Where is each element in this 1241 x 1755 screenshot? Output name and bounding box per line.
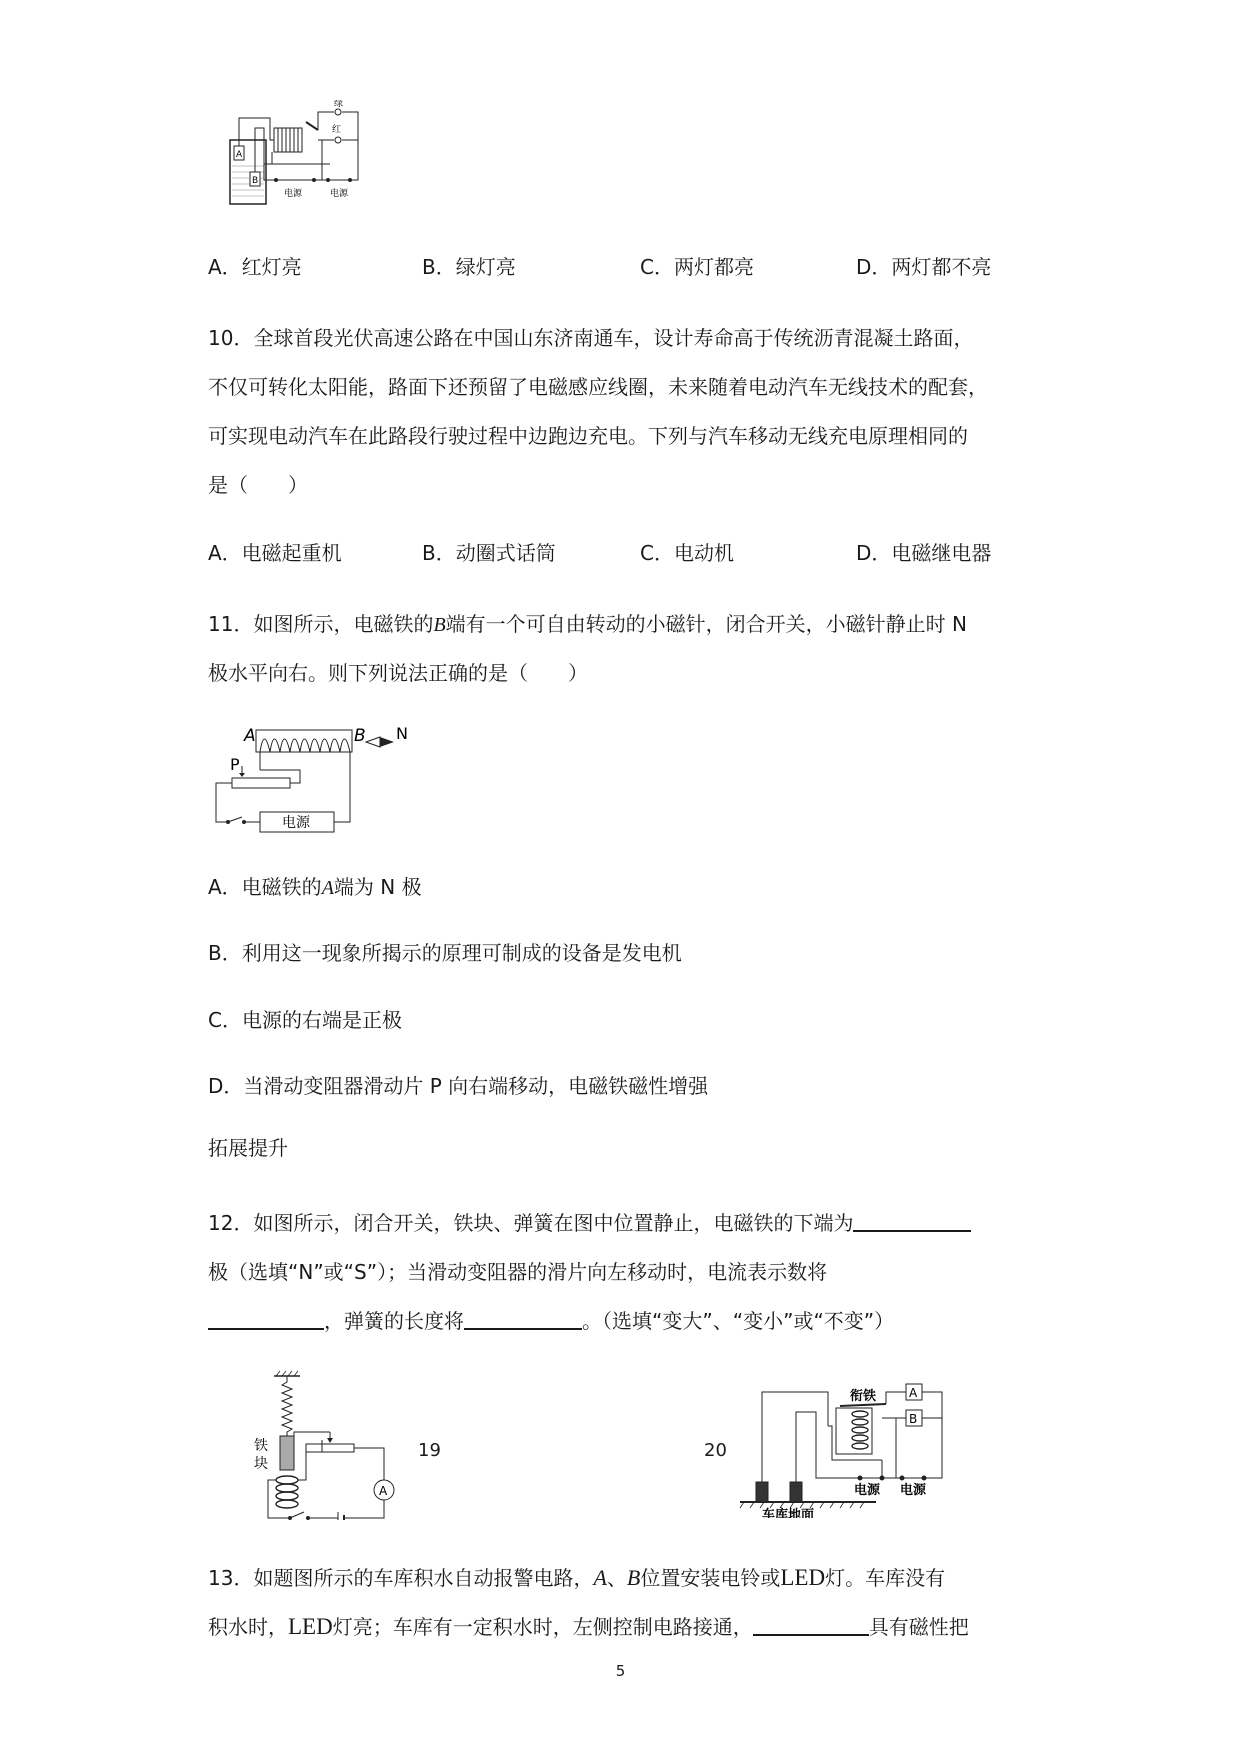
q12-blank-3[interactable] xyxy=(464,1308,582,1330)
power-label-1: 电源 xyxy=(284,189,303,199)
ground-label: 车库地面 xyxy=(762,1508,815,1518)
q10-line-2: 不仅可转化太阳能，路面下还预留了电磁感应线圈，未来随着电动汽车无线技术的配套， xyxy=(208,375,988,399)
power-label-2: 电源 xyxy=(900,1483,927,1498)
green-label: 绿 xyxy=(334,100,344,109)
q10-option-d: D．电磁继电器 xyxy=(856,541,992,565)
q12-blank-1[interactable] xyxy=(853,1210,971,1232)
q11-option-c: C．电源的右端是正极 xyxy=(208,1008,402,1032)
q9-option-a: A．红灯亮 xyxy=(208,255,302,279)
label-b: B xyxy=(354,726,366,746)
label-a: A xyxy=(244,726,256,746)
q10-line-1: 10．全球首段光伏高速公路在中国山东济南通车，设计寿命高于传统沥青混凝土路面， xyxy=(208,326,974,350)
label-a: A xyxy=(909,1386,918,1400)
power-label: 电源 xyxy=(282,815,310,831)
ammeter-label: A xyxy=(379,1484,388,1498)
q10-option-a: A．电磁起重机 xyxy=(208,541,342,565)
q9-circuit-figure xyxy=(210,100,410,216)
q10-option-c: C．电动机 xyxy=(640,541,734,565)
q11-line-2: 极水平向右。则下列说法正确的是（ ） xyxy=(208,661,588,685)
q13-blank-1[interactable] xyxy=(753,1614,869,1636)
power-label-2: 电源 xyxy=(330,189,349,199)
figure-20-number: 20 xyxy=(704,1440,727,1461)
q11-line-1: 11．如图所示，电磁铁的B端有一个可自由转动的小磁针，闭合开关，小磁针静止时 N xyxy=(208,612,967,636)
q9-option-d: D．两灯都不亮 xyxy=(856,255,992,279)
q12-blank-2[interactable] xyxy=(208,1308,324,1330)
power-label-1: 电源 xyxy=(854,1483,881,1498)
q13-line-2: 积水时，LED灯亮；车库有一定积水时，左侧控制电路接通， 具有磁性把 xyxy=(208,1614,969,1639)
figure-19 xyxy=(250,1370,410,1524)
q11-option-a: A．电磁铁的A端为 N 极 xyxy=(208,875,422,899)
section-heading: 拓展提升 xyxy=(208,1136,288,1160)
q11-option-d: D．当滑动变阻器滑动片 P 向右端移动，电磁铁磁性增强 xyxy=(208,1074,709,1098)
q10-option-b: B．动圈式话筒 xyxy=(422,541,556,565)
q10-line-3: 可实现电动汽车在此路段行驶过程中边跑边充电。下列与汽车移动无线充电原理相同的 xyxy=(208,424,968,448)
q11-electromagnet-figure xyxy=(212,726,432,840)
iron-label-2: 块 xyxy=(254,1456,268,1472)
label-n: N xyxy=(396,726,408,743)
figure-20 xyxy=(736,1378,1006,1522)
page-number: 5 xyxy=(615,1662,626,1680)
q12-line-1: 12．如图所示，闭合开关，铁块、弹簧在图中位置静止，电磁铁的下端为 xyxy=(208,1210,971,1236)
q12-line-3: ，弹簧的长度将 。（选填“变大”、“变小”或“不变”） xyxy=(208,1308,894,1334)
label-p: P xyxy=(230,755,240,774)
q13-line-1: 13．如题图所示的车库积水自动报警电路，A、B位置安装电铃或LED灯。车库没有 xyxy=(208,1565,946,1590)
q9-option-c: C．两灯都亮 xyxy=(640,255,754,279)
label-b: B xyxy=(252,176,259,186)
figure-19-number: 19 xyxy=(418,1440,441,1461)
label-b: B xyxy=(909,1412,918,1426)
q12-line-2: 极（选填“N”或“S”）；当滑动变阻器的滑片向左移动时，电流表示数将 xyxy=(208,1260,828,1284)
iron-label-1: 铁 xyxy=(254,1438,268,1454)
label-a: A xyxy=(236,150,243,160)
q9-option-b: B．绿灯亮 xyxy=(422,255,516,279)
q11-option-b: B．利用这一现象所揭示的原理可制成的设备是发电机 xyxy=(208,941,682,965)
red-label: 红 xyxy=(332,125,342,135)
q10-line-4: 是（ ） xyxy=(208,473,308,497)
armature-label: 衔铁 xyxy=(850,1389,877,1404)
